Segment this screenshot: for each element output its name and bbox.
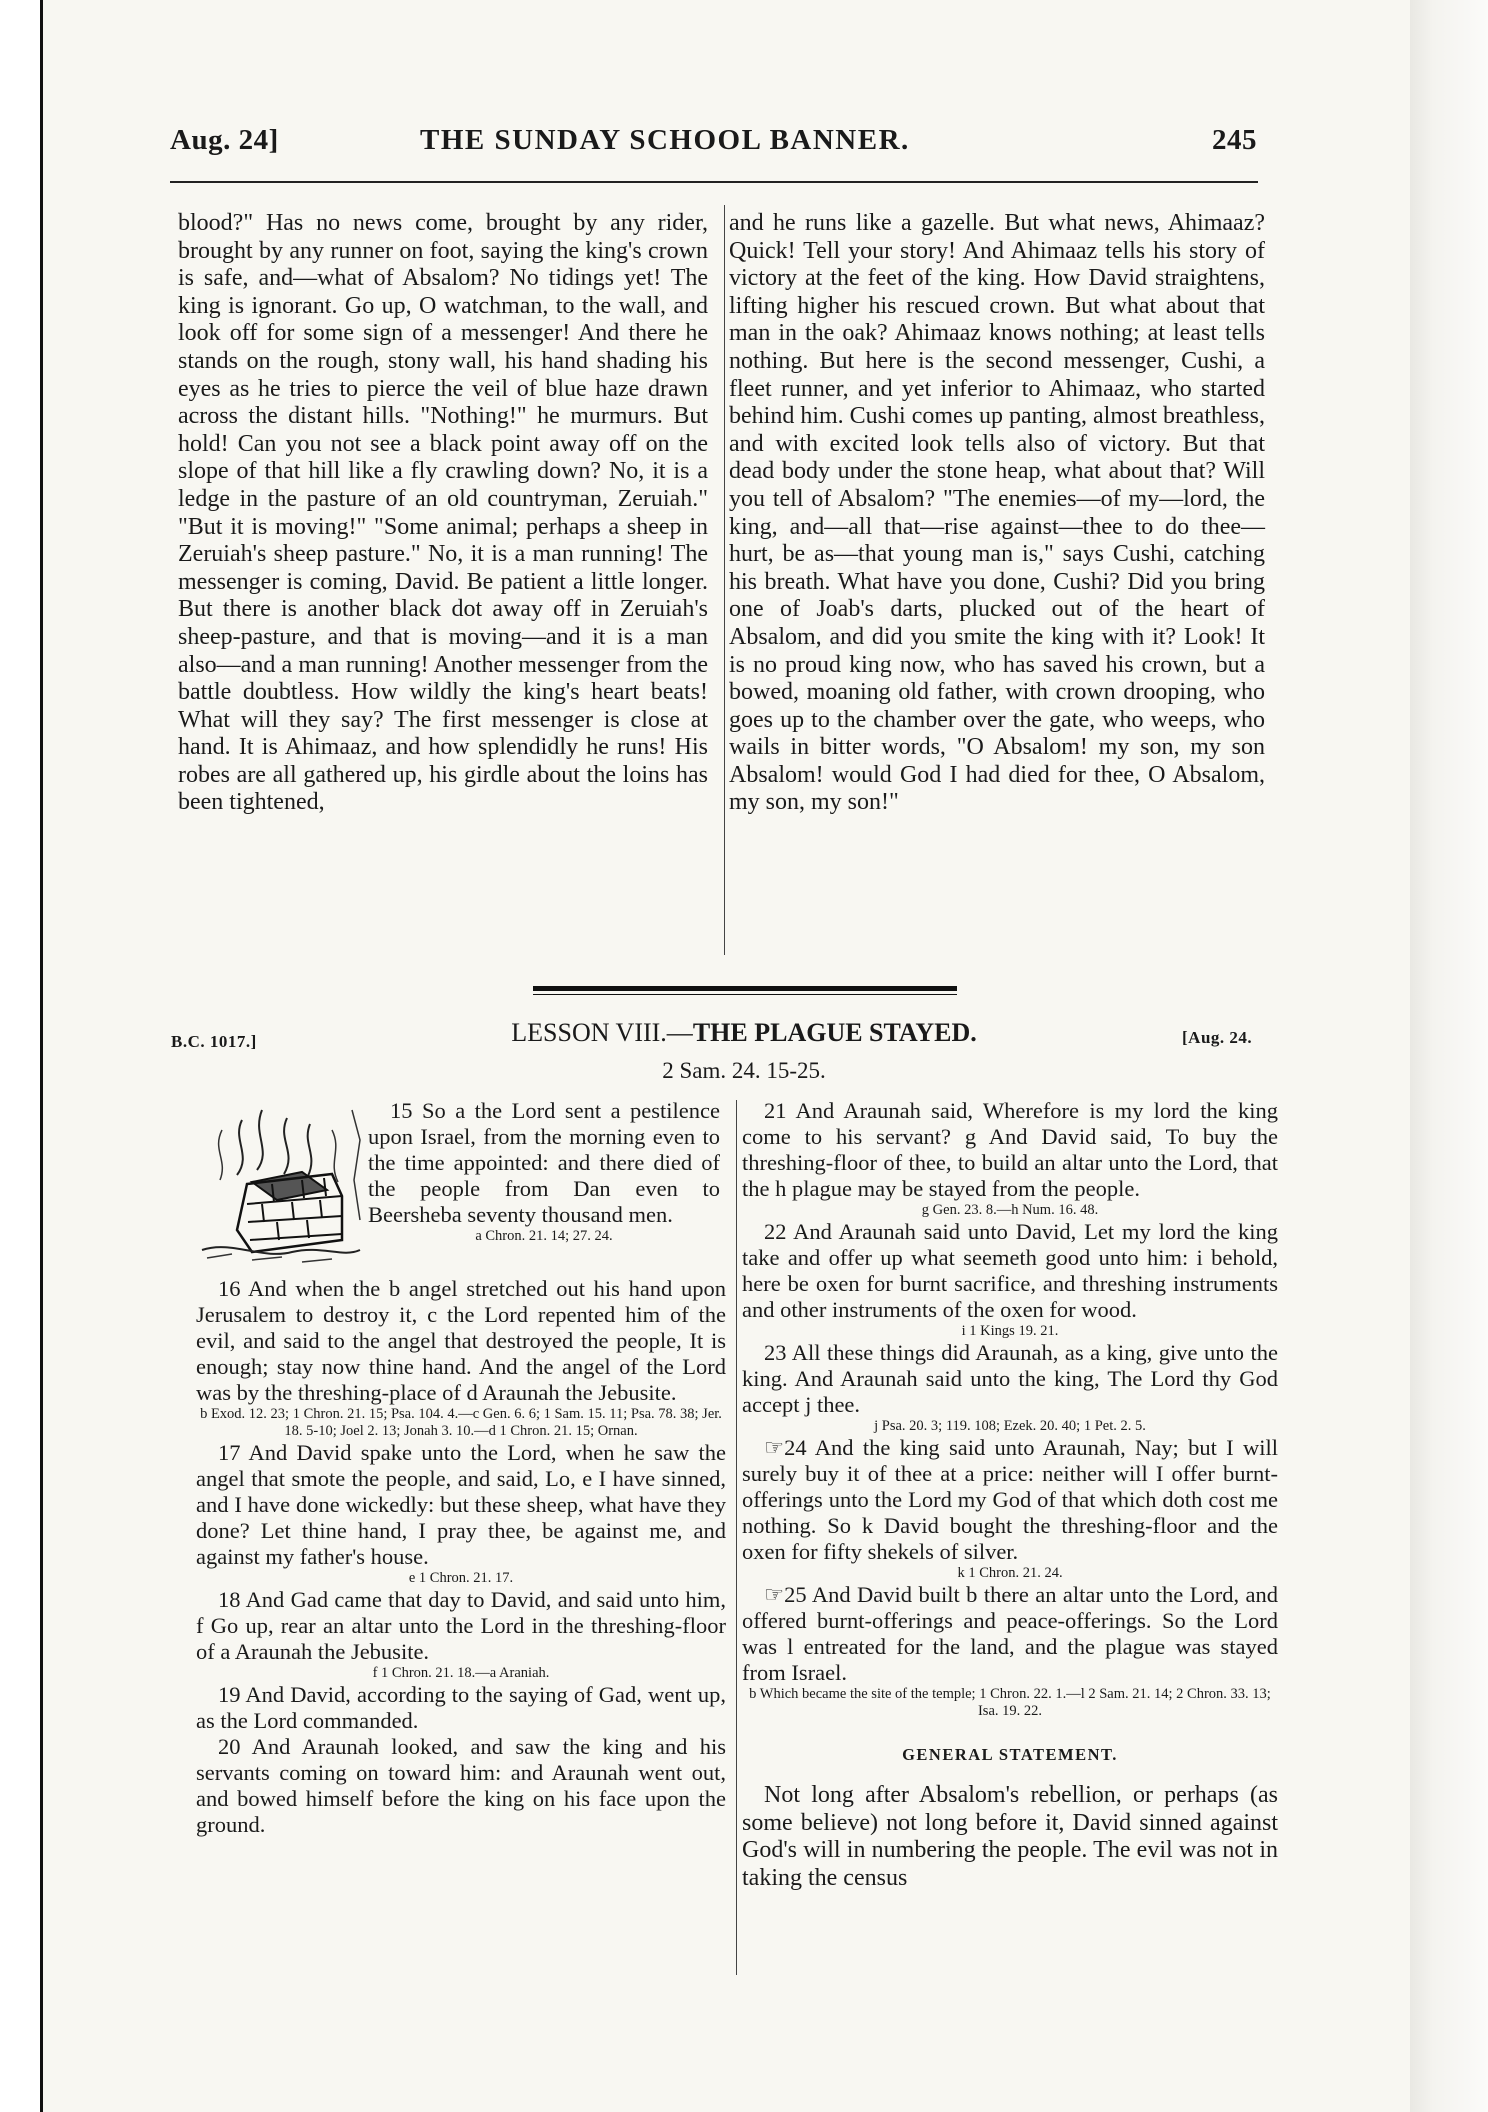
verse-text: 16 And when the b angel stretched out his hand upon Jerusalem to destroy it, c the Lord repented him of the evil, and said to the angel that destroyed the people, It is enough; stay now thine hand. And the angel of the Lord was by the threshing-place of d Araunah the Jebusite. xyxy=(196,1276,726,1405)
verse-text: 21 And Araunah said, Wherefore is my lord the king come to his servant? g And David said, To buy the threshing-floor of thee, to build an altar unto the Lord, that the h plague may be stayed from the people. xyxy=(742,1098,1278,1201)
running-head-title: THE SUNDAY SCHOOL BANNER. xyxy=(420,124,910,156)
verses-right-column xyxy=(742,1098,1278,1892)
verse-15-wrap xyxy=(368,1098,720,1245)
verse-note: k 1 Chron. 21. 24. xyxy=(957,1565,1063,1581)
lesson-heading-rule xyxy=(533,986,957,995)
header-rule xyxy=(170,181,1258,183)
column-divider-top xyxy=(724,205,725,955)
lesson-number: LESSON VIII.— xyxy=(511,1018,693,1047)
general-statement-text: Not long after Absalom's rebellion, or perhaps (as some believe) not long before it, David sinned against God's will in numbering the people. The evil was not in taking the census xyxy=(742,1782,1278,1891)
verse-note: i 1 Kings 19. 21. xyxy=(961,1323,1059,1339)
verse-text: 19 And David, according to the saying of Gad, went up, as the Lord commanded. xyxy=(196,1682,726,1733)
verse-text: 22 And Araunah said unto David, Let my lord the king take and offer up what seemeth good unto him: i behold, here be oxen for burnt sacrifice, and threshing instruments and other instruments of the oxen for wood. xyxy=(742,1219,1278,1322)
verse-note: j Psa. 20. 3; 119. 108; Ezek. 20. 40; 1 Pet. 2. 5. xyxy=(874,1418,1146,1434)
story-paragraph-left: blood?" Has no news come, brought by any rider, brought by any runner on foot, saying the king's crown is safe, and—what of Absalom? No tidings yet! The king is ignorant. Go up, O watchman, to the wall, and look off for some sign of a messenger! And there he stands on the rough, stony wall, his hand shading his eyes as he tries to pierce the veil of blue haze drawn across the distant hills. "Nothing!" he murmurs. But hold! Can you not see a black point away off on the slope of that hill like a fly crawling down? No, it is a ledge in the pasture of an old countryman, Zeruiah." "But it is moving!" "Some animal; perhaps a sheep in Zeruiah's sheep pasture." No, it is a man running! The messenger is coming, David. Be patient a little longer. But there is another black dot away off in Zeruiah's sheep-pasture, and that is moving—and it is a man also—and a man running! Another messenger from the battle doubtless. How wildly the king's heart beats! What will they say? The first messenger is close at hand. It is Ahimaaz, and how splendidly he runs! His robes are all gathered up, his girdle about the loins has been tightened, xyxy=(178,210,708,816)
general-statement-heading: GENERAL STATEMENT. xyxy=(902,1745,1118,1764)
lesson-title-line xyxy=(464,1018,1024,1048)
page-edge xyxy=(1410,0,1488,2112)
page-number: 245 xyxy=(1212,124,1257,156)
verse-note: a Chron. 21. 14; 27. 24. xyxy=(475,1228,613,1244)
verse-note: b Which became the site of the temple; 1 Chron. 22. 1.—l 2 Sam. 21. 14; 2 Chron. 33. 13; Isa. 19. 22. xyxy=(749,1686,1271,1719)
lesson-title: THE PLAGUE STAYED. xyxy=(692,1018,977,1047)
verse-note: g Gen. 23. 8.—h Num. 16. 48. xyxy=(921,1202,1099,1218)
verse-text: 18 And Gad came that day to David, and said unto him, f Go up, rear an altar unto the Lord in the threshing-floor of a Araunah the Jebusite. xyxy=(196,1587,726,1664)
altar-illustration xyxy=(192,1100,362,1272)
verse-text: ☞25 And David built b there an altar unto the Lord, and offered burnt-offerings and peace-offerings. So the Lord was l entreated for the land, and the plague was stayed from Israel. xyxy=(742,1582,1278,1685)
column-divider-bottom xyxy=(736,1100,737,1975)
story-column-left xyxy=(178,210,708,817)
verse-note: e 1 Chron. 21. 17. xyxy=(408,1570,514,1586)
lesson-reference: 2 Sam. 24. 15-25. xyxy=(662,1058,826,1083)
verse-note: b Exod. 12. 23; 1 Chron. 21. 15; Psa. 104. 4.—c Gen. 6. 6; 1 Sam. 15. 11; Psa. 78. 38; Jer. 18. 5-10; Joel 2. 13; Jonah 3. 10.—d 1 Chron. 21. 15; Ornan. xyxy=(200,1406,722,1439)
verse-text: 23 All these things did Araunah, as a king, give unto the king. And Araunah said unto the king, The Lord thy God accept j thee. xyxy=(742,1340,1278,1417)
story-column-right xyxy=(729,210,1265,817)
verses-left-column xyxy=(196,1276,726,1838)
verse-text: 15 So a the Lord sent a pestilence upon Israel, from the morning even to the time appointed: and there died of the people from Dan even to Beersheba seventy thousand men. xyxy=(368,1098,720,1227)
verse-text: 20 And Araunah looked, and saw the king and his servants coming on toward him: and Araunah went out, and bowed himself before the king on his face upon the ground. xyxy=(196,1734,726,1837)
lesson-date-right: [Aug. 24. xyxy=(1182,1028,1253,1047)
lesson-date-left: B.C. 1017.] xyxy=(171,1032,257,1051)
verse-note: f 1 Chron. 21. 18.—a Araniah. xyxy=(372,1665,550,1681)
verse-text: 17 And David spake unto the Lord, when he saw the angel that smote the people, and said, Lo, e I have sinned, and I have done wickedly: but these sheep, what have they done? Let thine hand, I pray thee, be against me, and against my father's house. xyxy=(196,1440,726,1569)
running-head-date: Aug. 24] xyxy=(170,124,279,156)
verse-text: ☞24 And the king said unto Araunah, Nay; but I will surely buy it of thee at a price: neither will I offer burnt-offerings unto the Lord my God of that which doth cost me nothing. So k David bought the threshing-floor and the oxen for fifty shekels of silver. xyxy=(742,1435,1278,1564)
story-paragraph-right: and he runs like a gazelle. But what news, Ahimaaz? Quick! Tell your story! And Ahimaaz tells his story of victory at the feet of the king. How David straightens, lifting higher his rescued crown. But what about that man in the oak? Ahimaaz knows nothing; at least tells nothing. But here is the second messenger, Cushi, a fleet runner, and yet inferior to Ahimaaz, who started behind him. Cushi comes up panting, almost breathless, and with excited look tells also of victory. But that dead body under the stone heap, what about that? Will you tell of Absalom? "The enemies—of my—lord, the king, and—all that—rise against—thee to do thee—hurt, be as—that young man is," says Cushi, catching his breath. What have you done, Cushi? Did you bring one of Joab's darts, plucked out of the heart of Absalom, and did you smite the king with it? Look! It is no proud king now, who has saved his crown, but a bowed, moaning old father, with crown drooping, who goes up to the chamber over the gate, who weeps, who wails in bitter words, "O Absalom! my son, my son Absalom! would God I had died for thee, O Absalom, my son, my son!" xyxy=(729,210,1265,816)
